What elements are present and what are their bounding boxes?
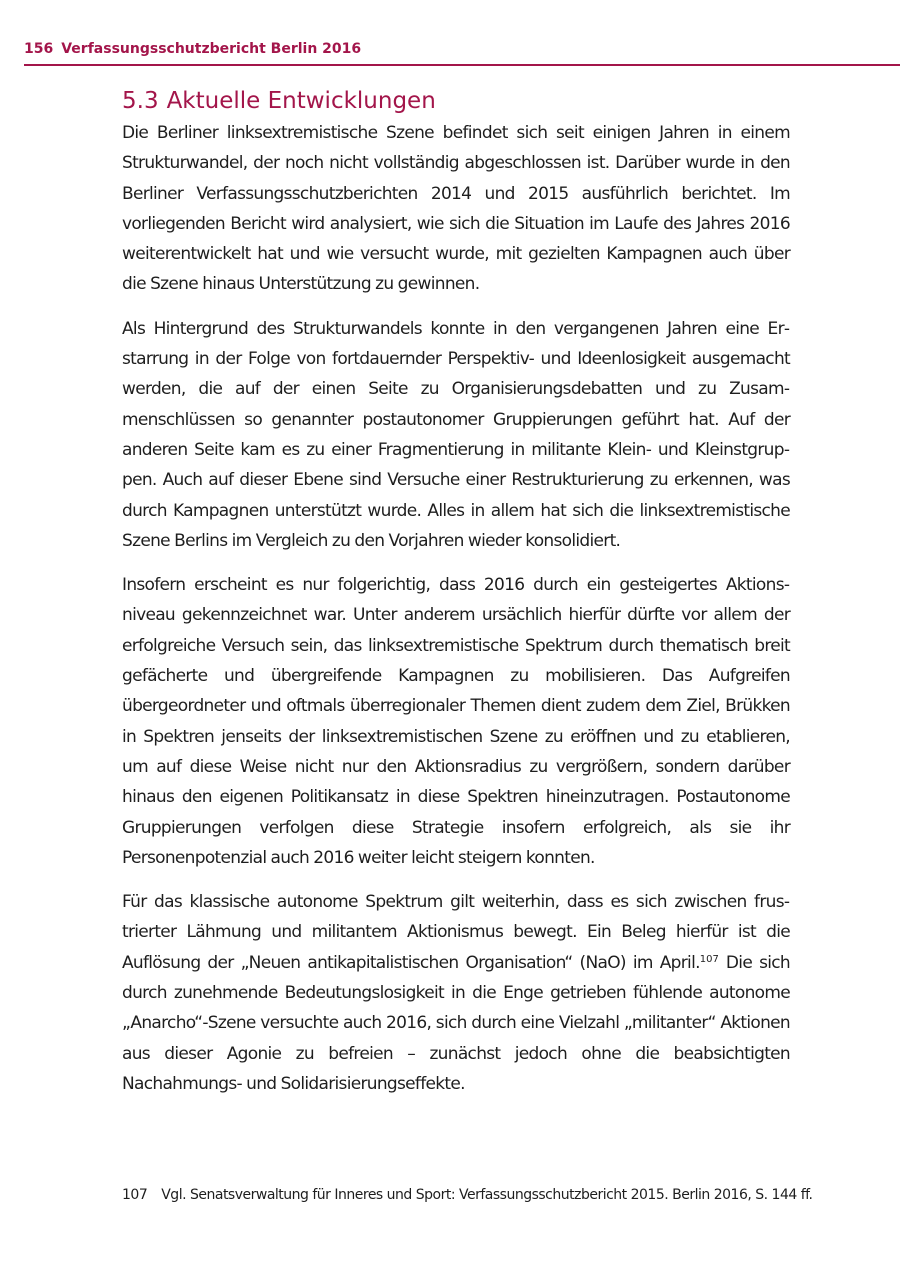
paragraph-2: Als Hintergrund des Strukturwandels konnte in den vergangenen Jahren eine Erstarrung in der Folge von fortdauernder Perspektiv- und Ideenlosigkeit ausgemacht werden, die auf der einen Seite zu Organisierungsdebatten und zu Zusammenschlüssen so genannter postautonomer Gruppierungen geführt hat. Auf der anderen Seite kam es zu einer Fragmentierung in militante Klein- und Kleinstgruppen. Auch auf dieser Ebene sind Versuche einer Restrukturierung zu erkennen, was durch Kampagnen unterstützt wurde. Alles in allem hat sich die linksextremistische Szene Berlins im Vergleich zu den Vorjahren wieder konsolidiert.: [122, 318, 790, 551]
paragraph-4-text-a: Für das klassische autonome Spektrum gilt weiterhin, dass es sich zwischen frustrierter Lähmung und militantem Aktionismus bewegt. Ein Beleg hierfür ist die Auflösung der „Neuen antikapitalistischen Organisation“ (NaO) im April.: [122, 892, 790, 973]
page-number: 156: [24, 41, 54, 57]
paragraph-4-text-b: Die sich durch zunehmende Bedeutungslosigkeit in die Enge getrieben fühlende autonome „Anarcho“-Szene versuchte auch 2016, sich durch eine Vielzahl „militanter“ Aktionen aus dieser Agonie zu befreien – zunächst jedoch ohne die beabsichtigten Nachahmungs- und Solidarisierungseffekte.: [122, 952, 790, 1094]
footnote-number: 107: [122, 1187, 148, 1203]
running-title: Verfassungsschutzbericht Berlin 2016: [61, 41, 362, 57]
footnote-text: Vgl. Senatsverwaltung für Inneres und Sport: Verfassungsschutzbericht 2015. Berlin 2016, S. 144 ff.: [161, 1187, 813, 1203]
main-content: [122, 88, 790, 1113]
section-heading: [122, 88, 790, 114]
paragraph-1: Die Berliner linksextremistische Szene befindet sich seit einigen Jahren in einem Strukturwandel, der noch nicht vollständig abgeschlossen ist. Darüber wurde in den Berliner Verfassungsschutzberichten 2014 und 2015 ausführlich berichtet. Im vorliegenden Bericht wird analysiert, wie sich die Situation im Laufe des Jahres 2016 weiterentwickelt hat und wie versucht wurde, mit gezielten Kampagnen auch über die Szene hinaus Unterstützung zu gewinnen.: [122, 123, 790, 295]
footnote-reference[interactable]: 107: [699, 953, 719, 965]
paragraph-3: Insofern erscheint es nur folgerichtig, dass 2016 durch ein gesteigertes Aktionsniveau gekennzeichnet war. Unter anderem ursächlich hierfür dürfte vor allem der erfolgreiche Versuch sein, das linksextremistische Spektrum durch thematisch breit gefächerte und übergreifende Kampagnen zu mobilisieren. Das Aufgreifen übergeordneter und oftmals überregionaler Themen dient zudem dem Ziel, Brükken in Spektren jenseits der linksextremistischen Szene zu eröffnen und zu etablieren, um auf diese Weise nicht nur den Aktionsradius zu vergrößern, sondern darüber hinaus den eigenen Politikansatz in diese Spektren hineinzutragen. Postautonome Gruppierungen verfolgen diese Strategie insofern erfolgreich, als sie ihr Personenpotenzial auch 2016 weiter leicht steigern konnten.: [122, 575, 790, 868]
running-header: [24, 40, 900, 66]
section-title: Aktuelle Entwicklungen: [166, 88, 436, 114]
footnote: [122, 1186, 822, 1204]
section-number: 5.3: [122, 88, 159, 114]
paragraph-4: [122, 887, 790, 1099]
